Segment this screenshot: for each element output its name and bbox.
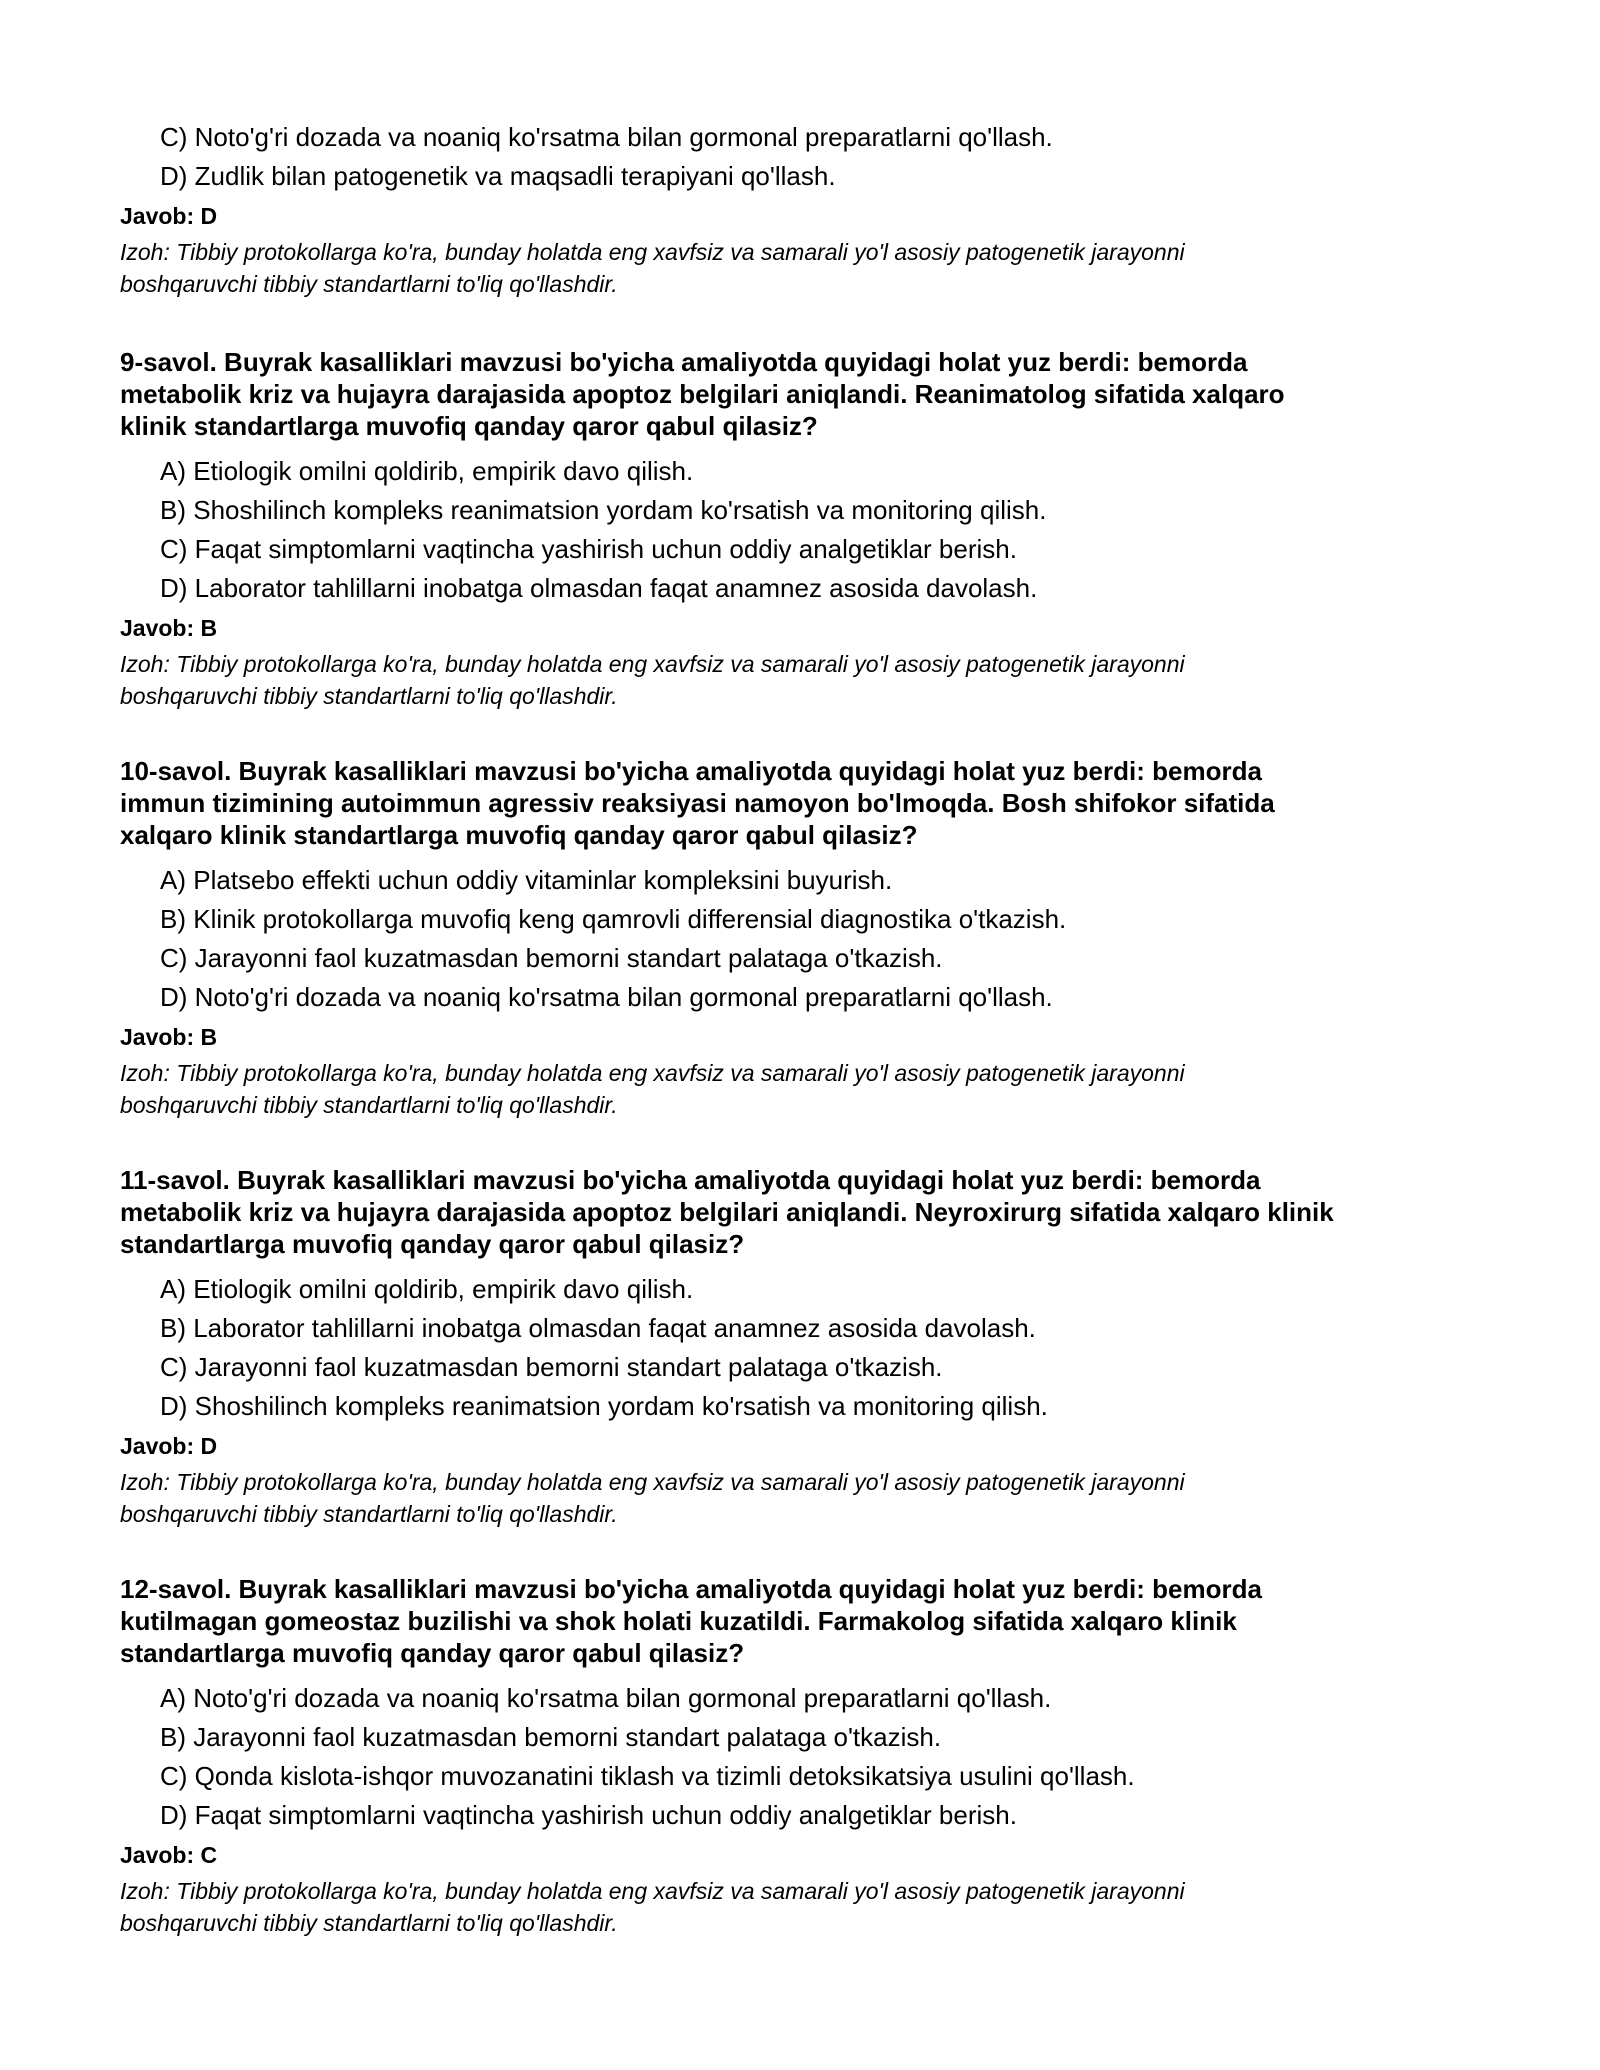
option-c: C) Faqat simptomlarni vaqtincha yashirish uchun oddiy analgetiklar berish. <box>160 534 1017 564</box>
question-title-line: 9-savol. Buyrak kasalliklari mavzusi bo'yicha amaliyotda quyidagi holat yuz berdi: bemorda <box>120 347 1248 377</box>
question-title-line: 11-savol. Buyrak kasalliklari mavzusi bo'yicha amaliyotda quyidagi holat yuz berdi: bemorda <box>120 1165 1261 1195</box>
previous-question-tail <box>120 118 1490 300</box>
note-line: Izoh: Tibbiy protokollarga ko'ra, bunday holatda eng xavfsiz va samarali yo'l asosiy patogenetik jarayonni <box>120 239 1185 265</box>
option-a: A) Etiologik omilni qoldirib, empirik davo qilish. <box>160 456 694 486</box>
question-title <box>120 1164 1490 1260</box>
question-12 <box>120 1573 1490 1939</box>
question-title-line: metabolik kriz va hujayra darajasida apoptoz belgilari aniqlandi. Neyroxirurg sifatida xalqaro klinik <box>120 1197 1334 1227</box>
option-b: B) Laborator tahlillarni inobatga olmasdan faqat anamnez asosida davolash. <box>160 1313 1036 1343</box>
option-a: A) Noto'g'ri dozada va noaniq ko'rsatma bilan gormonal preparatlarni qo'llash. <box>160 1683 1052 1713</box>
explanation-note <box>120 1466 1490 1530</box>
question-10 <box>120 755 1490 1121</box>
option-d: D) Faqat simptomlarni vaqtincha yashirish uchun oddiy analgetiklar berish. <box>160 1800 1017 1830</box>
note-line: boshqaruvchi tibbiy standartlarni to'liq qo'llashdir. <box>120 1501 618 1527</box>
answer-label: Javob: B <box>120 615 218 641</box>
question-title-line: metabolik kriz va hujayra darajasida apoptoz belgilari aniqlandi. Reanimatolog sifatida xalqaro <box>120 379 1285 409</box>
option-c: C) Noto'g'ri dozada va noaniq ko'rsatma bilan gormonal preparatlarni qo'llash. <box>160 122 1053 152</box>
note-line: Izoh: Tibbiy protokollarga ko'ra, bunday holatda eng xavfsiz va samarali yo'l asosiy patogenetik jarayonni <box>120 1060 1185 1086</box>
option-b: B) Jarayonni faol kuzatmasdan bemorni standart palataga o'tkazish. <box>160 1722 942 1752</box>
explanation-note <box>120 236 1490 300</box>
option-d: D) Noto'g'ri dozada va noaniq ko'rsatma bilan gormonal preparatlarni qo'llash. <box>160 982 1053 1012</box>
answer-label: Javob: D <box>120 203 218 229</box>
question-9 <box>120 346 1490 712</box>
question-11 <box>120 1164 1490 1530</box>
explanation-note <box>120 1057 1490 1121</box>
question-title-line: xalqaro klinik standartlarga muvofiq qanday qaror qabul qilasiz? <box>120 820 918 850</box>
option-b: B) Klinik protokollarga muvofiq keng qamrovli differensial diagnostika o'tkazish. <box>160 904 1067 934</box>
question-title-line: kutilmagan gomeostaz buzilishi va shok holati kuzatildi. Farmakolog sifatida xalqaro klinik <box>120 1606 1237 1636</box>
question-title-line: immun tizimining autoimmun agressiv reaksiyasi namoyon bo'lmoqda. Bosh shifokor sifatida <box>120 788 1275 818</box>
option-c: C) Qonda kislota-ishqor muvozanatini tiklash va tizimli detoksikatsiya usulini qo'llash. <box>160 1761 1135 1791</box>
option-d: D) Shoshilinch kompleks reanimatsion yordam ko'rsatish va monitoring qilish. <box>160 1391 1048 1421</box>
option-d: D) Laborator tahlillarni inobatga olmasdan faqat anamnez asosida davolash. <box>160 573 1038 603</box>
option-c: C) Jarayonni faol kuzatmasdan bemorni standart palataga o'tkazish. <box>160 943 943 973</box>
note-line: boshqaruvchi tibbiy standartlarni to'liq qo'llashdir. <box>120 1092 618 1118</box>
question-title-line: 10-savol. Buyrak kasalliklari mavzusi bo'yicha amaliyotda quyidagi holat yuz berdi: bemorda <box>120 756 1262 786</box>
answer-label: Javob: B <box>120 1024 218 1050</box>
explanation-note <box>120 1875 1490 1939</box>
option-b: B) Shoshilinch kompleks reanimatsion yordam ko'rsatish va monitoring qilish. <box>160 495 1047 525</box>
note-line: Izoh: Tibbiy protokollarga ko'ra, bunday holatda eng xavfsiz va samarali yo'l asosiy patogenetik jarayonni <box>120 1878 1185 1904</box>
option-a: A) Etiologik omilni qoldirib, empirik davo qilish. <box>160 1274 694 1304</box>
question-title-line: klinik standartlarga muvofiq qanday qaror qabul qilasiz? <box>120 411 818 441</box>
answer-label: Javob: D <box>120 1433 218 1459</box>
explanation-note <box>120 648 1490 712</box>
option-d: D) Zudlik bilan patogenetik va maqsadli terapiyani qo'llash. <box>160 161 836 191</box>
question-title-line: 12-savol. Buyrak kasalliklari mavzusi bo'yicha amaliyotda quyidagi holat yuz berdi: bemorda <box>120 1574 1262 1604</box>
answer-label: Javob: C <box>120 1842 218 1868</box>
question-title-line: standartlarga muvofiq qanday qaror qabul qilasiz? <box>120 1638 745 1668</box>
note-line: boshqaruvchi tibbiy standartlarni to'liq qo'llashdir. <box>120 271 618 297</box>
note-line: boshqaruvchi tibbiy standartlarni to'liq qo'llashdir. <box>120 683 618 709</box>
note-line: Izoh: Tibbiy protokollarga ko'ra, bunday holatda eng xavfsiz va samarali yo'l asosiy patogenetik jarayonni <box>120 1469 1185 1495</box>
question-title-line: standartlarga muvofiq qanday qaror qabul qilasiz? <box>120 1229 745 1259</box>
option-a: A) Platsebo effekti uchun oddiy vitaminlar kompleksini buyurish. <box>160 865 893 895</box>
note-line: boshqaruvchi tibbiy standartlarni to'liq qo'llashdir. <box>120 1910 618 1936</box>
question-title <box>120 1573 1490 1669</box>
question-title <box>120 346 1490 442</box>
option-c: C) Jarayonni faol kuzatmasdan bemorni standart palataga o'tkazish. <box>160 1352 943 1382</box>
note-line: Izoh: Tibbiy protokollarga ko'ra, bunday holatda eng xavfsiz va samarali yo'l asosiy patogenetik jarayonni <box>120 651 1185 677</box>
question-title <box>120 755 1490 851</box>
